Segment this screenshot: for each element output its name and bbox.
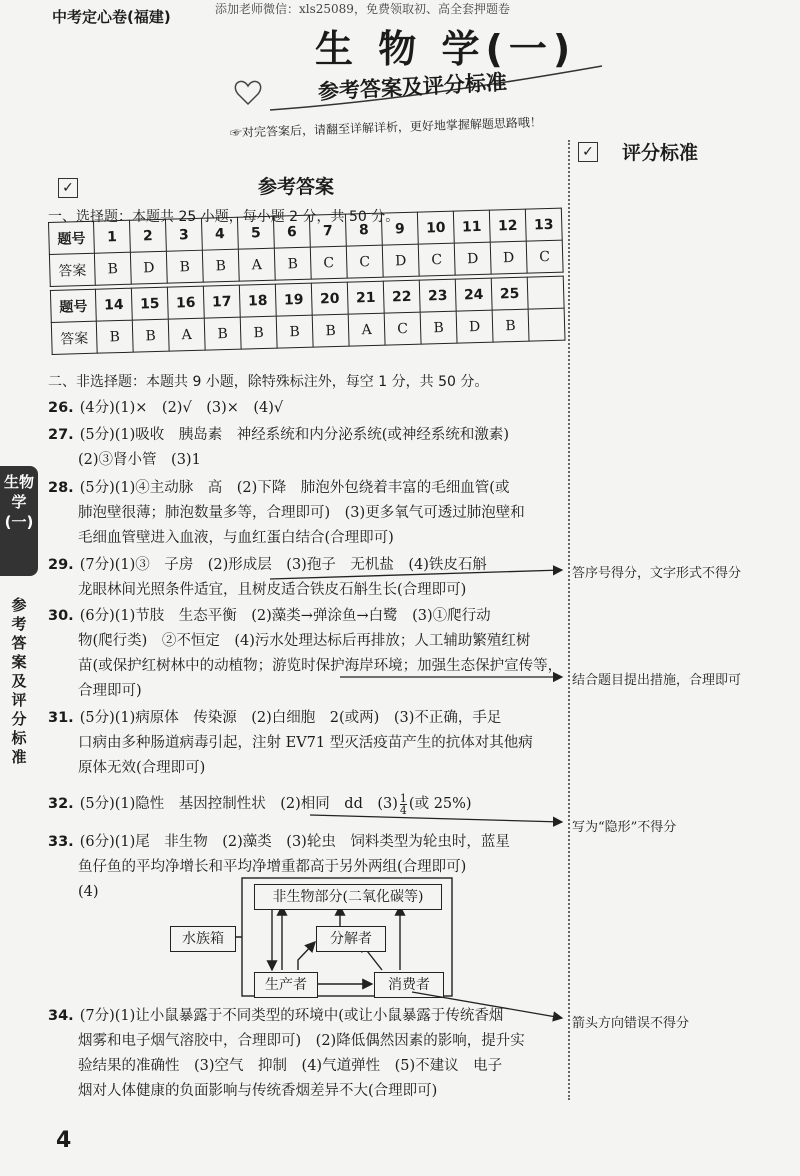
decomposer-node: 分解者 bbox=[316, 926, 386, 952]
table-cell: A bbox=[348, 313, 385, 346]
table-cell: 10 bbox=[417, 211, 454, 244]
question-27: 27. (5分)(1)吸收 胰岛素 神经系统和内分泌系统(或神经系统和激素) (2)③肾小管 (3)1 bbox=[48, 427, 510, 468]
table-cell: C bbox=[384, 312, 421, 345]
page-subtitle: 参考答案及评分标准 bbox=[317, 70, 508, 104]
tank-node: 水族箱 bbox=[170, 926, 236, 952]
table-header-cell: 题号 bbox=[50, 289, 96, 322]
series-label: 中考定心卷(福建) bbox=[52, 8, 171, 26]
table-cell: 14 bbox=[95, 288, 132, 321]
table-cell: 25 bbox=[491, 277, 528, 310]
table-cell: D bbox=[454, 242, 491, 275]
table-cell: 2 bbox=[129, 219, 166, 252]
table-cell: B bbox=[420, 311, 457, 344]
table-cell: 7 bbox=[309, 214, 346, 247]
table-cell: 20 bbox=[311, 282, 348, 315]
table-cell: B bbox=[94, 252, 131, 285]
table-cell: B bbox=[312, 314, 349, 347]
question-33: 33. (6分)(1)尾 非生物 (2)藻类 (3)轮虫 饲料类型为轮虫时，蓝星 鱼仔鱼的平均净增长和平均净增重都高于另外两组(合理即可) (4) bbox=[48, 834, 510, 900]
table-cell: C bbox=[526, 240, 563, 273]
answers-section-title: 参考答案 bbox=[258, 176, 335, 198]
table-cell: 4 bbox=[201, 217, 238, 250]
table-cell: 18 bbox=[239, 284, 276, 317]
question-34: 34. (7分)(1)让小鼠暴露于不同类型的环境中(或让小鼠暴露于传统香烟 烟雾和电子烟气溶胶中，合理即可) (2)降低偶然因素的影响，提升实 验结果的准确性 (3)空气 抑制 (4)气道弹性 (5)不建议 电子 烟对人体健康的负面影响与传统香烟差异不大(合理即可) bbox=[48, 1008, 525, 1099]
producer-node: 生产者 bbox=[254, 972, 318, 998]
score-note-29: 答序号得分，文字形式不得分 bbox=[572, 566, 742, 581]
table-cell: 3 bbox=[165, 218, 202, 251]
side-label: 参考答案及评分标准 bbox=[11, 596, 27, 766]
table-cell: D bbox=[490, 241, 527, 274]
table-cell: D bbox=[456, 310, 493, 343]
abiotic-node: 非生物部分(二氧化碳等) bbox=[254, 884, 442, 910]
question-32: 32. (5分)(1)隐性 基因控制性状 (2)相同 dd (3) $\frac{1}{4}$ (或 25%) bbox=[48, 791, 472, 817]
question-29: 29. (7分)(1)③ 子房 (2)形成层 (3)孢子 无机盐 (4)铁皮石斛 龙眼林间光照条件适宜，且树皮适合铁皮石斛生长(合理即可) bbox=[48, 557, 487, 598]
page-number: 4 bbox=[56, 1128, 72, 1153]
table-cell: C bbox=[418, 243, 455, 276]
table-cell: 13 bbox=[525, 208, 562, 241]
table-cell: B bbox=[276, 315, 313, 348]
table-cell: C bbox=[346, 245, 383, 278]
table-cell: 1 bbox=[93, 220, 130, 253]
table-cell: 8 bbox=[345, 213, 382, 246]
checkbox-icon: ✓ bbox=[58, 178, 78, 198]
table-header-cell: 题号 bbox=[49, 221, 95, 254]
table-cell: 11 bbox=[453, 210, 490, 243]
table-header-cell: 答案 bbox=[49, 253, 95, 286]
part2-heading: 二、非选择题：本题共 9 小题，除特殊标注外，每空 1 分，共 50 分。 bbox=[48, 374, 489, 390]
table-cell: B bbox=[96, 320, 133, 353]
table-header-cell: 答案 bbox=[51, 321, 97, 354]
side-tab: 生物学(一) bbox=[0, 466, 38, 576]
fraction: $\frac{1}{4}$ bbox=[399, 791, 407, 817]
question-26: 26. (4分)(1)× (2)√ (3)× (4)√ bbox=[48, 400, 284, 416]
table-cell: B bbox=[492, 309, 529, 342]
table-cell: 16 bbox=[167, 286, 204, 319]
consumer-node: 消费者 bbox=[374, 972, 444, 998]
watermark: 添加老师微信：xls25089，免费领取初、高全套押题卷 bbox=[215, 2, 510, 16]
table-cell: 19 bbox=[275, 283, 312, 316]
table-cell: 12 bbox=[489, 209, 526, 242]
table-cell: B bbox=[202, 249, 239, 282]
table-cell: D bbox=[382, 244, 419, 277]
note-text: ☞对完答案后，请翻至详解详析，更好地掌握解题思路哦！ bbox=[229, 115, 543, 140]
table-cell: 17 bbox=[203, 285, 240, 318]
question-31: 31. (5分)(1)病原体 传染源 (2)白细胞 2(或两) (3)不正确，手足 口病由多种肠道病毒引起，注射 EV71 型灭活疫苗产生的抗体对其他病 原体无效(合理即可) bbox=[48, 710, 533, 776]
table-cell: 6 bbox=[273, 215, 310, 248]
table-cell: 23 bbox=[419, 279, 456, 312]
table-cell: 9 bbox=[381, 212, 418, 245]
table-cell: B bbox=[166, 250, 203, 283]
table-cell: A bbox=[238, 248, 275, 281]
question-28: 28. (5分)(1)④主动脉 高 (2)下降 肺泡外包绕着丰富的毛细血管(或 肺泡壁很薄；肺泡数量多等，合理即可) (3)更多氧气可透过肺泡壁和 毛细血管壁进入血液，与血红蛋白结合(合理即可) bbox=[48, 480, 525, 546]
table-cell: B bbox=[274, 247, 311, 280]
table-cell: 24 bbox=[455, 278, 492, 311]
table-cell: B bbox=[132, 319, 169, 352]
checkbox-icon: ✓ bbox=[578, 142, 598, 162]
question-30: 30. (6分)(1)节肢 生态平衡 (2)藻类→弹涂鱼→白鹭 (3)①爬行动 物(爬行类) ②不恒定 (4)污水处理达标后再排放；人工辅助繁殖红树 苗(或保护红树林中的动植物；游览时保护海岸环境；加强生态保护宣传等， 合理即可) bbox=[48, 608, 563, 699]
table-cell: B bbox=[240, 316, 277, 349]
part1-heading: 一、选择题：本题共 25 小题，每小题 2 分，共 50 分。 bbox=[48, 209, 400, 225]
score-note-34: 箭头方向错误不得分 bbox=[572, 1016, 690, 1031]
table-cell: 22 bbox=[383, 280, 420, 313]
table-cell: 21 bbox=[347, 281, 384, 314]
table-cell: D bbox=[130, 251, 167, 284]
score-standard-title: 评分标准 bbox=[622, 142, 699, 164]
score-note-30: 结合题目提出措施，合理即可 bbox=[572, 673, 742, 688]
table-cell: 15 bbox=[131, 287, 168, 320]
score-note-32: 写为“隐形”不得分 bbox=[572, 820, 677, 835]
table-cell: A bbox=[168, 318, 205, 351]
table-cell: 5 bbox=[237, 216, 274, 249]
table-cell: C bbox=[310, 246, 347, 279]
table-cell: B bbox=[204, 317, 241, 350]
page-title: 生 物 学(一) bbox=[315, 27, 577, 71]
